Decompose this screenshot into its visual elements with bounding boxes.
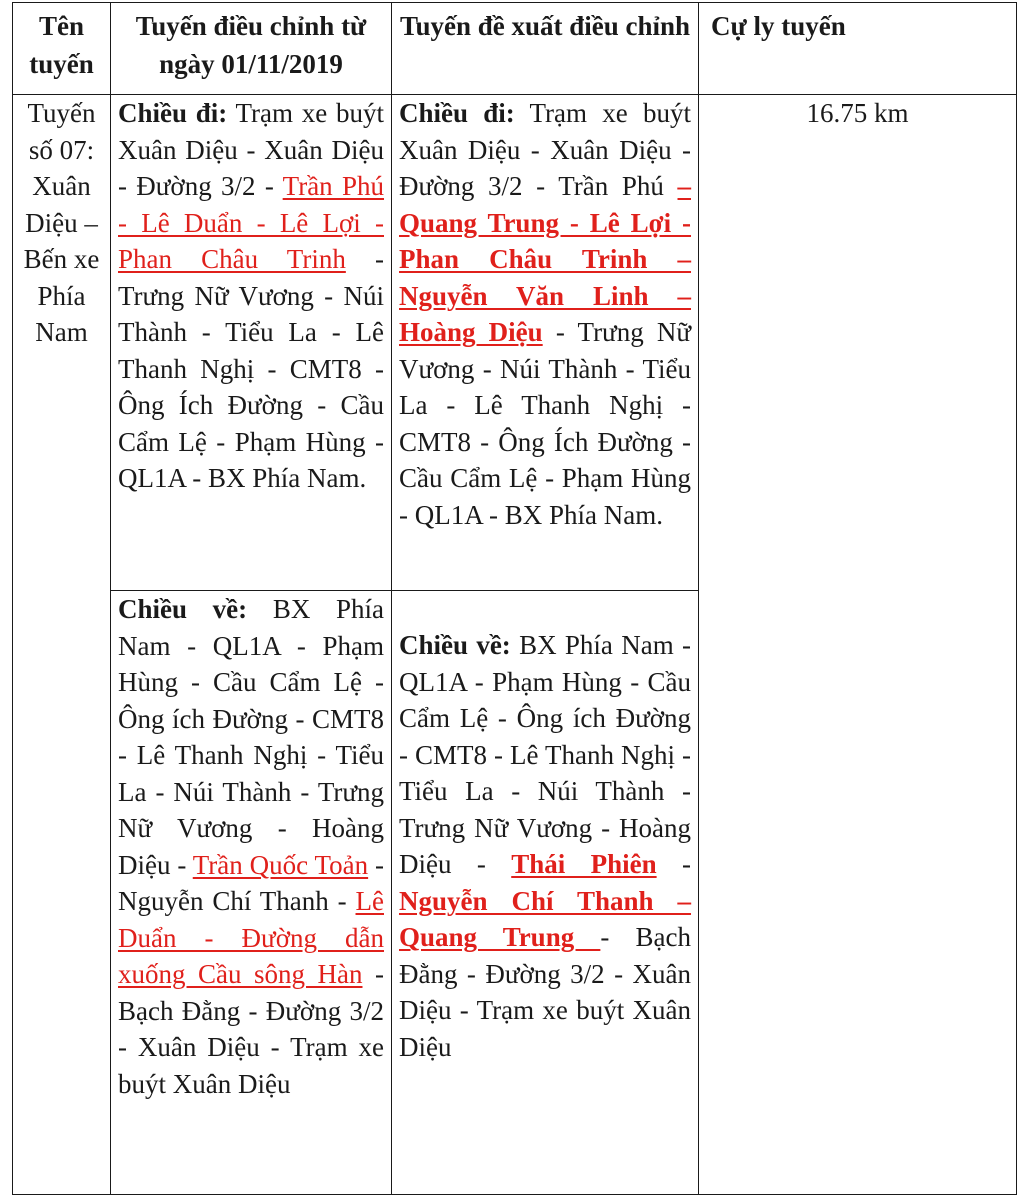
proposed-back-text-mid: -: [656, 849, 691, 879]
proposed-back-changed-segment-2: Nguyễn Chí Thanh – Quang Trung: [399, 885, 691, 952]
route-name-cell: Tuyến số 07: Xuân Diệu – Bến xe Phía Nam: [13, 95, 111, 1195]
proposed-back-text: BX Phía Nam - QL1A - Phạm Hùng - Cầu Cẩm Lệ - Ông ích Đường - CMT8 - Lê Thanh Nghị - Tiểu La - Núi Thành - Trưng Nữ Vương - Hoàng Diệu -: [399, 630, 691, 879]
current-back-text-rest: - Bạch Đằng - Đường 3/2 - Xuân Diệu - Trạm xe buýt Xuân Diệu: [118, 959, 384, 1099]
proposed-outbound-cell: [392, 95, 699, 591]
current-out-text-rest: - Trưng Nữ Vương - Núi Thành - Tiểu La - Lê Thanh Nghị - CMT8 - Ông Ích Đường - Cầu Cẩm Lệ - Phạm Hùng - QL1A - BX Phía Nam.: [118, 244, 384, 493]
route-adjustment-table: [12, 2, 1017, 1195]
route-distance-cell: 16.75 km: [699, 95, 1017, 1195]
direction-out-label: Chiều đi:: [118, 98, 228, 128]
current-back-changed-segment-2: Lê Duẩn - Đường dẫn xuống Cầu sông Hàn: [118, 886, 384, 989]
proposed-out-changed-segment: – Quang Trung - Lê Lợi - Phan Châu Trinh – Nguyễn Văn Linh – Hoàng Diệu: [399, 171, 691, 347]
proposed-back-changed-segment-1: Thái Phiên: [511, 849, 657, 879]
direction-out-label-proposed: Chiều đi:: [399, 98, 515, 128]
header-row: [13, 3, 1017, 95]
header-proposed-route: Tuyến đề xuất điều chỉnh: [392, 3, 699, 95]
header-route-name: Tên tuyến: [13, 3, 111, 95]
current-out-changed-segment: Trần Phú - Lê Duẩn - Lê Lợi - Phan Châu Trinh: [118, 171, 385, 274]
current-return-cell: [111, 591, 392, 1195]
proposed-back-text-rest: - Bạch Đằng - Đường 3/2 - Xuân Diệu - Trạm xe buýt Xuân Diệu: [399, 922, 691, 1062]
current-back-text: BX Phía Nam - QL1A - Phạm Hùng - Cầu Cẩm Lệ - Ông ích Đường - CMT8 - Lê Thanh Nghị - Tiểu La - Núi Thành - Trưng Nữ Vương - Hoàng Diệu -: [118, 594, 384, 880]
direction-back-label-proposed: Chiều về:: [399, 630, 511, 660]
header-current-route: Tuyến điều chỉnh từ ngày 01/11/2019: [111, 3, 392, 95]
route-row-outbound: [13, 95, 1017, 591]
current-out-text: Trạm xe buýt Xuân Diệu - Xuân Diệu - Đường 3/2 -: [118, 98, 384, 201]
proposed-out-text: Trạm xe buýt Xuân Diệu - Xuân Diệu - Đường 3/2 - Trần Phú: [399, 98, 691, 201]
direction-back-label: Chiều về:: [118, 594, 248, 624]
current-outbound-cell: [111, 95, 392, 591]
proposed-return-cell: [392, 591, 699, 1195]
current-back-text-mid: - Nguyễn Chí Thanh -: [118, 849, 384, 916]
current-back-changed-segment-1: Trần Quốc Toản: [192, 849, 369, 880]
header-distance: Cự ly tuyến: [699, 3, 1017, 95]
proposed-out-text-rest: - Trưng Nữ Vương - Núi Thành - Tiểu La - Lê Thanh Nghị - CMT8 - Ông Ích Đường - Cầu Cẩm Lệ - Phạm Hùng - QL1A - BX Phía Nam.: [399, 317, 691, 530]
